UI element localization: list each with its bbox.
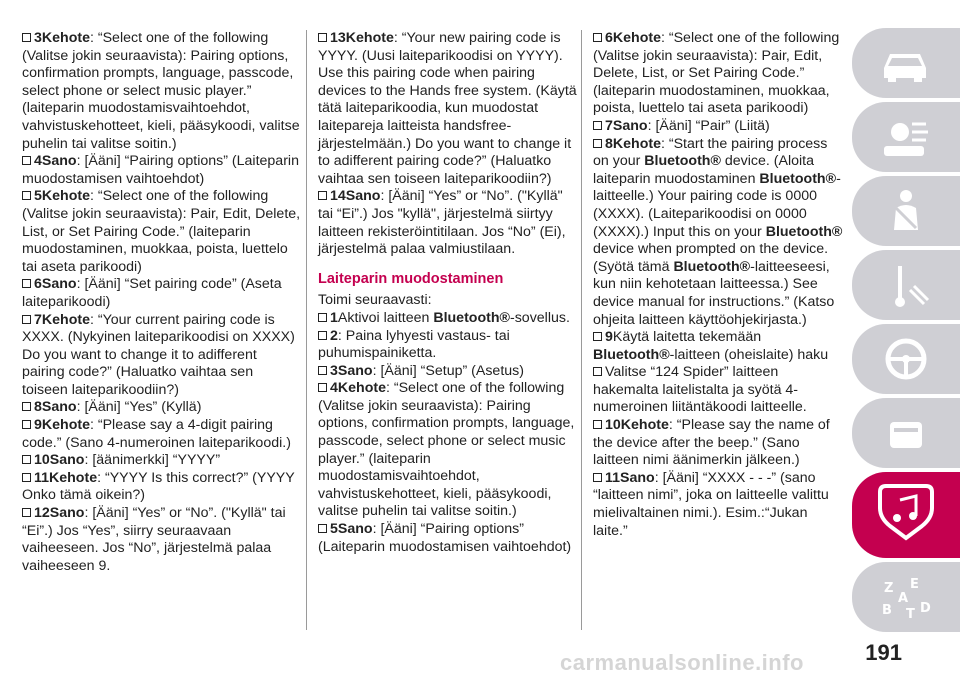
- checkbox-icon: [593, 139, 602, 148]
- tools-icon: [876, 408, 936, 458]
- chapter-tab-index[interactable]: [852, 562, 960, 632]
- checkbox-icon: [593, 121, 602, 130]
- step: 6Kehote: “Select one of the following (Valitse jokin seuraavista): Pair, Edit, Delete, List, or Set Pairing Code.” (laiteparin muodostaminen, muokkaa, poista, luettelo tai aseta parikoodi): [593, 30, 840, 117]
- page-number: 191: [865, 640, 902, 665]
- checkbox-icon: [22, 279, 31, 288]
- checkbox-icon: [318, 33, 327, 42]
- step: 8Kehote: “Start the pairing process on your Bluetooth® device. (Aloita laiteparin muodostaminen Bluetooth®-laitteelle.) Your pairing code is 0000 (XXXX). (Laiteparikoodisi on 0000 (XXXX).) Input this on your Bluetooth® device when prompted on the device. (Syötä tämä Bluetooth®-laitteeseesi, kun niin kehotetaan laitteessa.) See device manual for instructions.” (Katso ohjeita laitteen käyttöohjekirjasta.): [593, 135, 843, 328]
- step: 8Sano: [Ääni] “Yes” (Kyllä): [22, 399, 302, 417]
- column-divider: [581, 30, 582, 630]
- checkbox-icon: [593, 332, 602, 341]
- svg-text:A: A: [898, 591, 909, 606]
- checkbox-icon: [22, 508, 31, 517]
- multimedia-icon: [876, 482, 936, 542]
- step: 4Sano: [Ääni] “Pairing options” (Laiteparin muodostamisen vaihtoehdot): [22, 153, 299, 187]
- chapter-tab-warning[interactable]: [852, 250, 960, 320]
- chapter-tab-driving[interactable]: [852, 324, 960, 394]
- step: 7Sano: [Ääni] “Pair” (Liitä): [593, 118, 843, 136]
- checkbox-icon: [22, 191, 31, 200]
- step: 13Kehote: “Your new pairing code is YYYY. (Uusi laiteparikoodisi on YYYY). Use this pairing code when pairing devices to the Hands free system. (Käytä tätä laiteparikoodia, kun muodostat laitepareja laitteista handsfree-järjestelmään.) Do you want to change it to adifferent pairing code?” (Haluatko vaihtaa sen toiseen laiteparikoodiin?): [318, 30, 577, 187]
- step: 5Kehote: “Select one of the following (Valitse jokin seuraavista): Pair, Edit, Delete, List, or Set Pairing Code.” (laiteparin muodostaminen, muokkaa, poista, luettelo tai aseta parikoodi): [22, 188, 301, 275]
- step: 1Aktivoi laitteen Bluetooth®-sovellus.: [318, 310, 580, 328]
- step: 11Kehote: “YYYY Is this correct?” (YYYY Onko tämä oikein?): [22, 469, 295, 504]
- step: 9Kehote: “Please say a 4-digit pairing code.” (Sano 4-numeroinen laiteparikoodi.): [22, 417, 291, 451]
- column-2: [318, 30, 580, 556]
- chapter-tab-multimedia[interactable]: [852, 472, 960, 558]
- steering-wheel-icon: [876, 334, 936, 384]
- step: 3Kehote: “Select one of the following (Valitse jokin seuraavista): Pairing options, confirmation prompts, language, passcode, select phone or select music player.” (laiteparin muodostamisvaihtoehdot, vahvistuskehotteet, kieli, pääsykoodi, valitse puhelin tai valitse soitin.): [22, 30, 300, 152]
- watermark: carmanualsonline.info: [560, 650, 804, 675]
- wrench-icon: [876, 260, 936, 310]
- chapter-sidebar: [852, 28, 960, 628]
- step: 5Sano: [Ääni] “Pairing options” (Laiteparin muodostamisen vaihtoehdot): [318, 521, 572, 555]
- checkbox-icon: [22, 455, 31, 464]
- step: 10Kehote: “Please say the name of the device after the beep.” (Sano laitteen nimi äänimerkin jälkeen.): [593, 417, 830, 469]
- checkbox-icon: [593, 33, 602, 42]
- checkbox-icon: [22, 315, 31, 324]
- column-3: [593, 30, 843, 540]
- checkbox-icon: [318, 383, 327, 392]
- seatbelt-icon: [876, 186, 936, 236]
- svg-text:E: E: [910, 577, 919, 592]
- checkbox-icon: [318, 366, 327, 375]
- section-heading: Laiteparin muodostaminen: [318, 270, 504, 287]
- checkbox-icon: [593, 473, 602, 482]
- checkbox-icon: [318, 191, 327, 200]
- step: 6Sano: [Ääni] “Set pairing code” (Aseta laiteparikoodi): [22, 276, 282, 310]
- step: 14Sano: [Ääni] “Yes” or “No”. ("Kyllä" tai “Ei”.) Jos "kyllä", järjestelmä siirtyy laitteen rekisteröintitilaan. Jos “No” (Ei), järjestelmä palaa valmiustilaan.: [318, 188, 566, 258]
- checkbox-icon: [318, 313, 327, 322]
- step: 3Sano: [Ääni] “Setup” (Asetus): [318, 363, 580, 381]
- svg-text:D: D: [920, 601, 931, 616]
- step: 2: Paina lyhyesti vastaus- tai puhumispainiketta.: [318, 327, 510, 362]
- checkbox-icon: [22, 473, 31, 482]
- checkbox-icon: [22, 33, 31, 42]
- alphabet-index-icon: [876, 572, 936, 622]
- checkbox-icon: [22, 420, 31, 429]
- svg-text:Z: Z: [884, 581, 894, 596]
- dashboard-lights-icon: [876, 112, 936, 162]
- checkbox-icon: [22, 156, 31, 165]
- checkbox-icon: [318, 331, 327, 340]
- chapter-tab-car[interactable]: [852, 28, 960, 98]
- step: 9Käytä laitetta tekemään Bluetooth®-laitteen (oheislaite) haku: [593, 329, 829, 363]
- svg-text:B: B: [882, 603, 892, 618]
- checkbox-icon: [318, 524, 327, 533]
- checkbox-icon: [593, 420, 602, 429]
- intro-text: Toimi seuraavasti:: [318, 292, 432, 309]
- step: 7Kehote: “Your current pairing code is XXXX. (Nykyinen laiteparikoodisi on XXXX) Do you want to change it to adifferent pairing code?” (Haluatko vaihtaa sen toiseen laiteparikoodiin?): [22, 311, 295, 398]
- step: Valitse “124 Spider” laitteen hakemalta laitelistalta ja syötä 4-numeroinen liitäntäkoodi laitteelle.: [593, 364, 807, 416]
- chapter-tab-lights[interactable]: [852, 102, 960, 172]
- step: 11Sano: [Ääni] “XXXX - - -” (sano “laitteen nimi”, joka on laitteelle valittu mielivaltainen nimi.). Esim.:“Jukan laite.”: [593, 469, 829, 539]
- step: 4Kehote: “Select one of the following (Valitse jokin seuraavista): Pairing options, confirmation prompts, language, passcode, select phone or select music player.” (laiteparin muodostamisvaihtoehdot, vahvistuskehotteet, kieli, pääsykoodi, valitse puhelin tai valitse soitin.): [318, 380, 575, 520]
- column-1: [22, 30, 302, 575]
- chapter-tab-maintenance[interactable]: [852, 398, 960, 468]
- chapter-tab-seatbelt[interactable]: [852, 176, 960, 246]
- svg-text:T: T: [906, 607, 915, 622]
- step: 12Sano: [Ääni] “Yes” or “No”. ("Kyllä" tai “Ei”.) Jos “Yes”, siirry seuraavaan vaiheeseen. Jos “No”, järjestelmä palaa vaiheeseen 9.: [22, 505, 286, 574]
- column-divider: [306, 30, 307, 630]
- checkbox-icon: [593, 367, 602, 376]
- checkbox-icon: [22, 402, 31, 411]
- car-icon: [876, 38, 936, 88]
- step: 10Sano: [äänimerkki] “YYYY”: [22, 452, 302, 470]
